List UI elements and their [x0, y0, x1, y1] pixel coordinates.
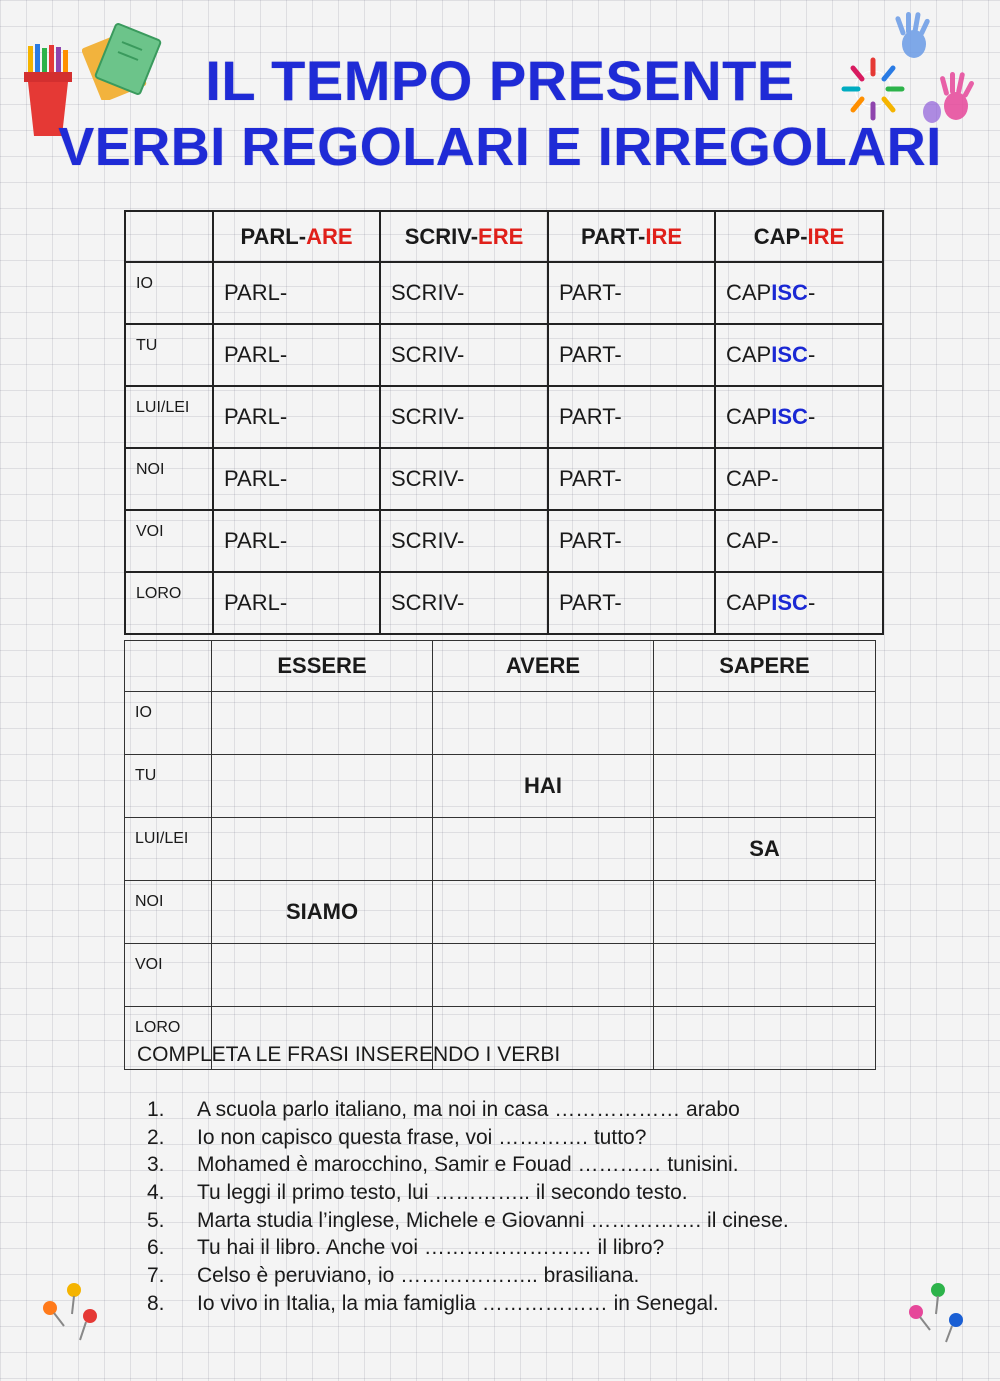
list-item: 6. Tu hai il libro. Anche voi …………………… il libro?	[147, 1236, 665, 1260]
answer-cell[interactable]: HAI	[433, 755, 654, 818]
answer-cell[interactable]: SA	[654, 818, 876, 881]
stem-cell[interactable]: PARL-	[213, 572, 380, 634]
sentence-list	[137, 1096, 789, 1318]
list-item: 3. Mohamed è marocchino, Samir e Fouad ………… tunisini.	[147, 1153, 739, 1177]
column-header-sapere: SAPERE	[654, 641, 876, 692]
exercise-instructions: COMPLETA LE FRASI INSERENDO I VERBI	[137, 1043, 561, 1066]
stem-cell[interactable]: PART-	[548, 572, 715, 634]
answer-cell[interactable]	[654, 692, 876, 755]
column-header-capire: CAP-IRE	[715, 211, 883, 262]
pushpins-icon	[904, 1280, 970, 1350]
sentence-text[interactable]: Tu hai il libro. Anche voi …………………… il libro?	[197, 1236, 665, 1260]
sentence-text[interactable]: Mohamed è marocchino, Samir e Fouad ………… tunisini.	[197, 1153, 739, 1177]
pronoun-cell: VOI	[125, 510, 213, 572]
answer-cell[interactable]	[654, 1007, 876, 1070]
list-item: 8. Io vivo in Italia, la mia famiglia ……………… in Senegal.	[147, 1291, 719, 1315]
list-item: 1. A scuola parlo italiano, ma noi in casa ……………… arabo	[147, 1098, 740, 1121]
answer-cell[interactable]	[433, 818, 654, 881]
table-row	[125, 818, 876, 881]
stem-cell[interactable]: PARL-	[213, 324, 380, 386]
table-row	[125, 881, 876, 944]
pronoun-cell: LUI/LEI	[125, 386, 213, 448]
page-title: IL TEMPO PRESENTE	[205, 49, 795, 112]
table-row	[125, 572, 883, 634]
stem-cell[interactable]: PART-	[548, 262, 715, 324]
answer-cell[interactable]	[433, 944, 654, 1007]
answer-cell[interactable]	[654, 881, 876, 944]
stem-cell[interactable]: CAPISC-	[715, 324, 883, 386]
column-header-partire: PART-IRE	[548, 211, 715, 262]
table-row	[125, 262, 883, 324]
table-row	[125, 510, 883, 572]
sentence-text[interactable]: Io vivo in Italia, la mia famiglia ……………… in Senegal.	[197, 1291, 719, 1315]
corner-cell	[125, 211, 213, 262]
stem-cell[interactable]: CAPISC-	[715, 386, 883, 448]
stem-cell[interactable]: SCRIV-	[380, 262, 548, 324]
stem-cell[interactable]: SCRIV-	[380, 448, 548, 510]
answer-cell[interactable]	[212, 944, 433, 1007]
list-item: 4. Tu leggi il primo testo, lui ………….. il secondo testo.	[147, 1181, 688, 1205]
sentence-text[interactable]: Marta studia l’inglese, Michele e Giovanni ……………. il cinese.	[197, 1208, 789, 1232]
pronoun-cell: IO	[125, 692, 212, 755]
pronoun-cell: LUI/LEI	[125, 818, 212, 881]
stem-cell[interactable]: CAP-	[715, 448, 883, 510]
table-row	[125, 944, 876, 1007]
column-header-avere: AVERE	[433, 641, 654, 692]
stem-cell[interactable]: SCRIV-	[380, 572, 548, 634]
pronoun-cell: NOI	[125, 881, 212, 944]
regular-verbs-table	[124, 210, 884, 635]
pronoun-cell: VOI	[125, 944, 212, 1007]
sentence-text[interactable]: Celso è peruviano, io ……………….. brasiliana.	[197, 1264, 640, 1288]
table-row	[125, 755, 876, 818]
stem-cell[interactable]: PART-	[548, 386, 715, 448]
column-header-parlare: PARL-ARE	[213, 211, 380, 262]
stem-cell[interactable]: PARL-	[213, 448, 380, 510]
table-header-row	[125, 641, 876, 692]
pushpins-icon	[38, 1280, 104, 1350]
column-header-essere: ESSERE	[212, 641, 433, 692]
list-item: 2. Io non capisco questa frase, voi …………. tutto?	[147, 1125, 647, 1149]
list-item: 7. Celso è peruviano, io ……………….. brasiliana.	[147, 1264, 640, 1288]
pronoun-cell: TU	[125, 324, 213, 386]
corner-cell	[125, 641, 212, 692]
stem-cell[interactable]: PARL-	[213, 510, 380, 572]
irregular-verbs-table	[124, 640, 876, 1070]
pronoun-cell: NOI	[125, 448, 213, 510]
table-row	[125, 692, 876, 755]
answer-cell[interactable]	[654, 944, 876, 1007]
answer-cell[interactable]: SIAMO	[212, 881, 433, 944]
stem-cell[interactable]: PART-	[548, 324, 715, 386]
answer-cell[interactable]	[433, 881, 654, 944]
table-header-row	[125, 211, 883, 262]
stem-cell[interactable]: PARL-	[213, 386, 380, 448]
sentence-text[interactable]: A scuola parlo italiano, ma noi in casa ……………… arabo	[197, 1098, 740, 1121]
table-row	[125, 386, 883, 448]
table-row	[125, 448, 883, 510]
list-item: 5. Marta studia l’inglese, Michele e Giovanni ……………. il cinese.	[147, 1208, 789, 1232]
stem-cell[interactable]: CAPISC-	[715, 572, 883, 634]
stem-cell[interactable]: SCRIV-	[380, 510, 548, 572]
sentence-text[interactable]: Tu leggi il primo testo, lui ………….. il secondo testo.	[197, 1181, 688, 1205]
pronoun-cell: TU	[125, 755, 212, 818]
answer-cell[interactable]	[433, 692, 654, 755]
stem-cell[interactable]: PART-	[548, 510, 715, 572]
stem-cell[interactable]: CAPISC-	[715, 262, 883, 324]
answer-cell[interactable]	[212, 692, 433, 755]
column-header-scrivere: SCRIV-ERE	[380, 211, 548, 262]
answer-cell[interactable]	[212, 818, 433, 881]
answer-cell[interactable]	[212, 755, 433, 818]
answer-cell[interactable]	[654, 755, 876, 818]
pronoun-cell: LORO	[125, 572, 213, 634]
pronoun-cell: IO	[125, 262, 213, 324]
sentence-text[interactable]: Io non capisco questa frase, voi …………. tutto?	[197, 1125, 647, 1149]
table-row	[125, 324, 883, 386]
page-subtitle: VERBI REGOLARI E IRREGOLARI	[58, 117, 942, 177]
stem-cell[interactable]: SCRIV-	[380, 324, 548, 386]
stem-cell[interactable]: PART-	[548, 448, 715, 510]
stem-cell[interactable]: SCRIV-	[380, 386, 548, 448]
pronoun-cell: LORO	[125, 1007, 212, 1070]
stem-cell[interactable]: PARL-	[213, 262, 380, 324]
stem-cell[interactable]: CAP-	[715, 510, 883, 572]
